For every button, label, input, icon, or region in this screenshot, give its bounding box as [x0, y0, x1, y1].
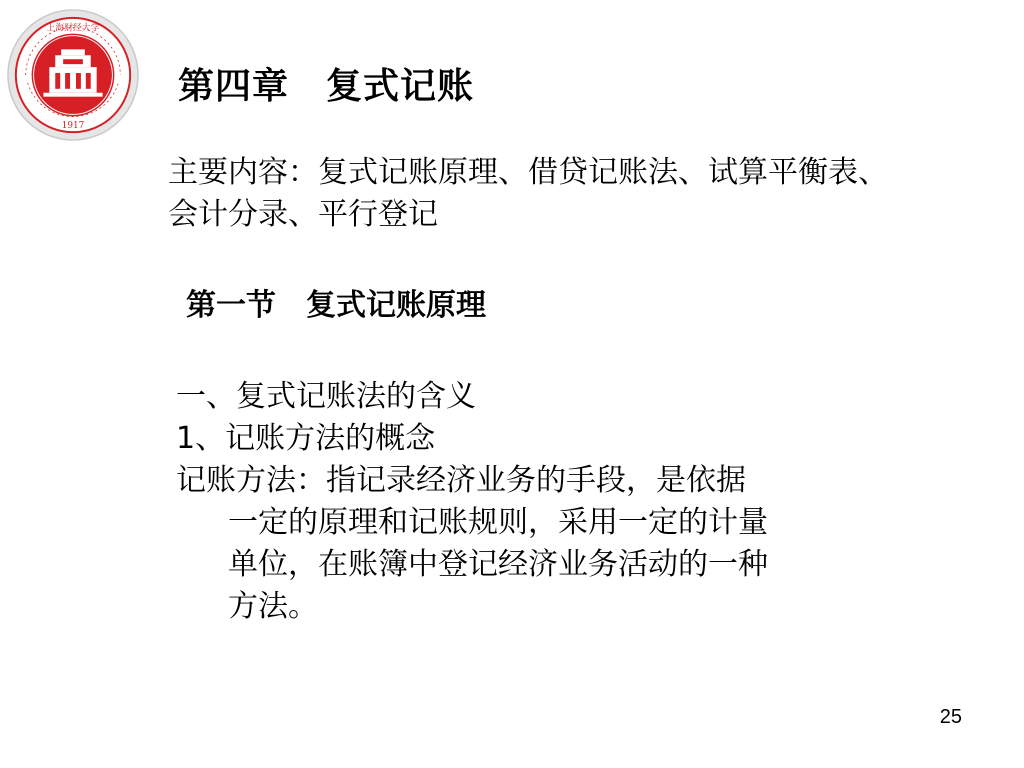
chapter-title: 第四章 复式记账 — [178, 66, 475, 107]
content-heading: 一、复式记账法的含义 — [176, 379, 476, 414]
definition-line: 记账方法：指记录经济业务的手段，是依据 — [176, 463, 746, 498]
definition-line: 单位，在账簿中登记经济业务活动的一种 — [228, 547, 768, 582]
section-title: 第一节 复式记账原理 — [186, 288, 486, 323]
seal-year: 1917 — [61, 121, 85, 132]
summary-text: 主要内容：复式记账原理、借贷记账法、试算平衡表、会计分录、平行登记 — [168, 155, 888, 232]
university-seal-logo — [4, 6, 142, 144]
definition-paragraph — [176, 460, 876, 628]
page-number: 25 — [939, 706, 962, 728]
seal-emblem-text: 上海财经大学 — [46, 23, 100, 34]
content-subheading: 1、记账方法的概念 — [176, 421, 436, 456]
definition-line: 一定的原理和记账规则，采用一定的计量 — [228, 505, 768, 540]
content-block — [176, 376, 876, 628]
definition-line: 方法。 — [228, 589, 318, 624]
